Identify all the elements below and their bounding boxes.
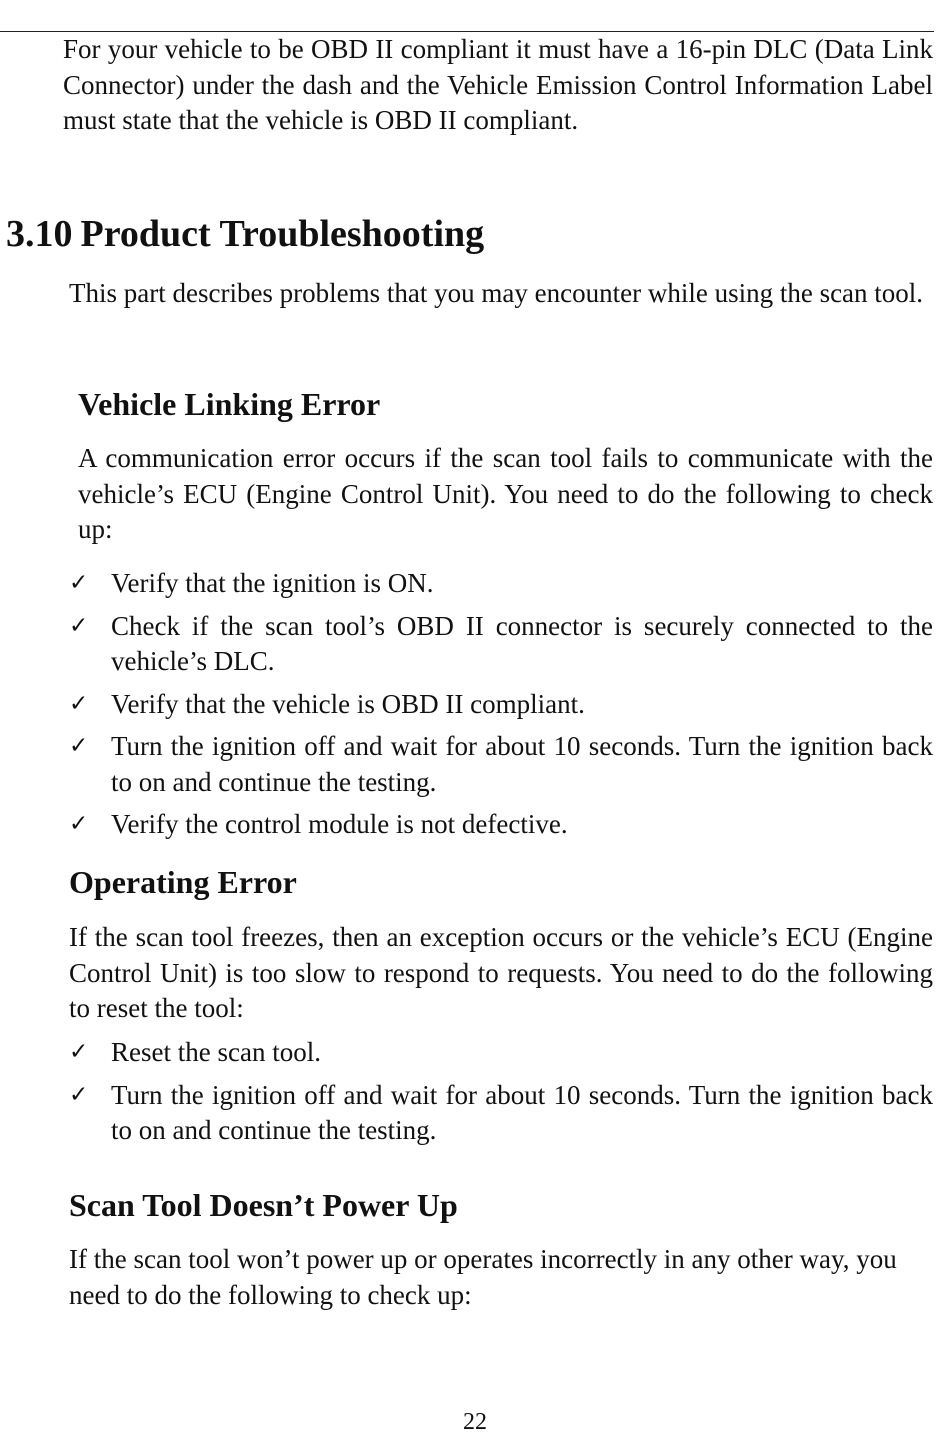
section-heading <box>6 210 484 258</box>
checkmark-icon: ✓ <box>69 570 89 596</box>
list-item: ✓ Check if the scan tool’s OBD II connector is securely connected to the vehicle’s DLC. <box>69 610 933 676</box>
intro-paragraph: For your vehicle to be OBD II compliant it must have a 16-pin DLC (Data Link Connector) under the dash and the Vehicle Emission Control Information Label must state that the vehicle is OBD II compliant. <box>63 34 933 135</box>
list-item: ✓ Verify that the ignition is ON. <box>69 566 933 602</box>
checkmark-icon: ✓ <box>69 733 89 759</box>
section-intro: This part describes problems that you may encounter while using the scan tool. <box>69 278 924 308</box>
vehicle-linking-body: A communication error occurs if the scan tool fails to communicate with the vehicle’s ECU (Engine Control Unit). You need to do the following to check up: <box>78 443 933 544</box>
operating-error-body: If the scan tool freezes, then an exception occurs or the vehicle’s ECU (Engine Control Unit) is too slow to respond to requests. You need to do the following to reset the tool: <box>69 922 933 1023</box>
operating-error-heading: Operating Error <box>69 864 297 900</box>
power-up-heading: Scan Tool Doesn’t Power Up <box>69 1187 458 1223</box>
list-item: ✓ Turn the ignition off and wait for about 10 seconds. Turn the ignition back to on and continue the testing. <box>69 731 933 797</box>
checkmark-icon: ✓ <box>69 1039 89 1065</box>
operating-error-checklist <box>69 1035 933 1156</box>
list-item: ✓ Verify the control module is not defective. <box>69 807 933 843</box>
checkmark-icon: ✓ <box>69 1081 89 1108</box>
list-item: ✓ Verify that the vehicle is OBD II compliant. <box>69 687 933 723</box>
section-title: Product Troubleshooting <box>80 213 485 255</box>
checkmark-icon: ✓ <box>69 612 89 639</box>
list-item: ✓ Turn the ignition off and wait for about 10 seconds. Turn the ignition back to on and continue the testing. <box>69 1079 933 1145</box>
checkmark-icon: ✓ <box>69 690 89 717</box>
vehicle-linking-heading: Vehicle Linking Error <box>78 386 381 422</box>
section-number: 3.10 <box>6 213 73 255</box>
checkmark-icon: ✓ <box>69 811 89 837</box>
list-item: ✓ Reset the scan tool. <box>69 1035 933 1071</box>
page-number: 22 <box>463 1409 487 1435</box>
power-up-body: If the scan tool won’t power up or operates incorrectly in any other way, you need to do the following to check up: <box>69 1244 897 1310</box>
vehicle-linking-checklist <box>69 566 933 850</box>
